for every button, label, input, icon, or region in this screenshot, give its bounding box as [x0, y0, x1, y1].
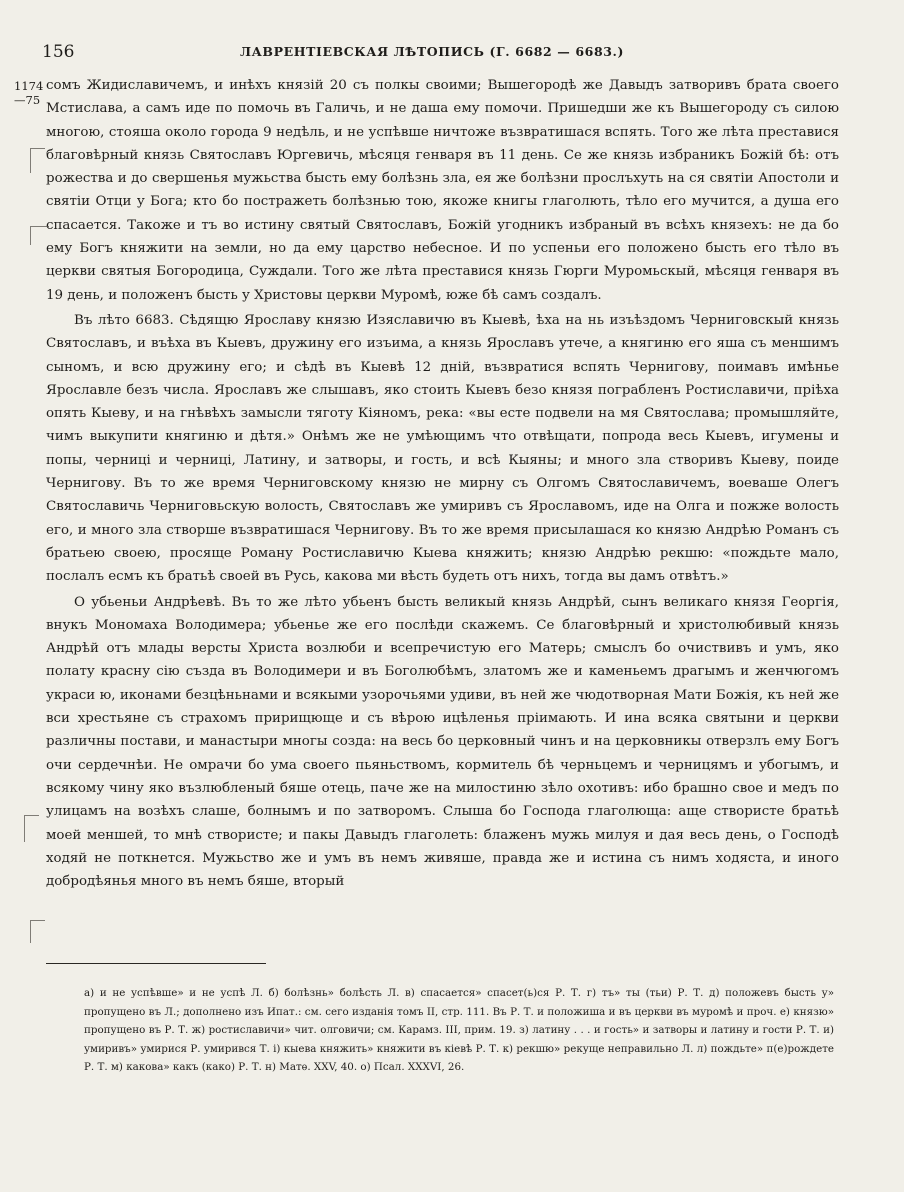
margin-year-label: 1174—75 [14, 79, 44, 107]
paragraph-1: сомъ Жидиславичемъ, и инѣхъ князій 20 съ полкы своими; Вышегородѣ же Давыдъ затворивъ брата своего Мстислава, а самъ иде по помочь въ Галичь, и не даша ему помочи. Пришедши же къ Вышегороду съ силою многою, стояша около города 9 недѣль, и не успѣвше ничтоже възвратишася вспять. Того же лѣта преставися благовѣрный князь Святославъ Юргевичь, мѣсяця генваря въ 11 день. Се же князь избраникъ Божій бѣ: отъ рожества и до свершенья мужьства бысть ему болѣзнь зла, ея же болѣзни прослъхуть на ся святіи Апостоли и святіи Отци у Бога; кто бо постражеть болѣзнью тою, якоже книгы глаголють, тѣло его мучится, а душа его спасается. Такоже и тъ во истину святый Святославъ, Божій угодникъ избраный въ всѣхъ князехъ: не да бо ему Богъ княжити на земли, но да ему царство небесное. И по успеньи его положено бысть его тѣло въ церкви святыя Богородица, Суждали. Того же лѣта преставися князь Гюрги Муромьскый, мѣсяця генваря въ 19 день, и положенъ бысть у Христовы церкви Муромѣ, юже бѣ самъ создалъ. [46, 78, 839, 303]
margin-pencil-mark [30, 920, 45, 943]
running-title: ЛАВРЕНТІЕВСКАЯ ЛѢТОПИСЬ (Г. 6682 — 6683.) [239, 44, 625, 59]
page-header [42, 42, 822, 66]
chronicle-text [46, 74, 839, 893]
paragraph-3: О убьеньи Андрѣевѣ. Въ то же лѣто убьенъ бысть великый князь Андрѣй, сынъ великаго князя Георгія, внукъ Мономаха Володимера; убьенье же его послѣди скажемъ. Се благовѣрный и христолюбивый князь Андрѣй отъ млады версты Христа возлюби и всепречистую его Матерь; смыслъ бо очиствивъ и умъ, яко полату красну сію създа въ Володимери и въ Боголюбѣмъ, златомъ же и каменьемъ драгымъ и женчюгомъ украси ю, иконами безцѣньнами и всякыми узорочьями удиви, въ ней же чюдотворная Мати Божія, къ ней же вси хрестьяне съ страхомъ пририщюще и съ вѣрою ицѣленья пріимають. И ина всяка святыни и церкви различны постави, и манастыри многы созда: на весь бо церковный чинъ и на церковникы отверзлъ ему Богъ очи сердечнѣи. Не омрачи бо ума своего пьяньствомъ, кормитель бѣ черньцемъ и черницямъ и убогымъ, и всякому чину яко възлюбленый бяше отець, паче же на милостиню зѣло охотивъ: ибо брашно свое и медъ по улицамъ на возѣхъ слаше, болнымъ и по затворомъ. Слыша бо Господа глаголюща: аще створисте братьѣ моей меншей, то мнѣ створисте; и пакы Давыдъ глаголеть: блаженъ мужь милуя и дая весь день, о Господѣ ходяй не поткнется. Мужьство же и умъ въ немъ живяше, правда же и истина съ нимъ ходяста, и иного добродѣянья много въ немъ бяше, вторый [46, 594, 839, 890]
margin-pencil-mark [24, 815, 39, 842]
margin-pencil-mark [30, 148, 45, 173]
margin-pencil-mark [30, 226, 49, 245]
paragraph-2: Въ лѣто 6683. Сѣдящю Ярославу князю Изяславичю въ Кыевѣ, ѣха на нь изъѣздомъ Черниговскый князь Святославъ, и въѣха въ Кыевъ, дружину его изъима, а князь Ярославъ утече, а княгиню его яша съ меншимъ сыномъ, и всю дружину его; и сѣдѣ въ Кыевѣ 12 дній, възвратися вспять Чернигову, поимавъ имѣнье Ярославле безъ числа. Ярославъ же слышавъ, яко стоить Кыевъ безо князя пограбленъ Ростиславичи, пріѣха опять Кыеву, и на гнѣвѣхъ замысли тяготу Кіяномъ, река: «вы есте подвели на мя Святослава; промышляйте, чимъ выкупити княгиню и дѣтя.» Онѣмъ же не умѣющимъ что отвѣщати, попрода весь Кыевъ, игумены и попы, черницi и черницi, Латину, и затворы, и гость, и всѣ Кыяны; и много зла створивъ Кыеву, поиде Чернигову. Въ то же время Черниговскому князю не мирну съ Олгомъ Святославичемъ, воеваше Олегъ Святославичь Черниговьскую волость, Святославъ же умиривъ съ Ярославомъ, иде на Олга и пожже волость его, и много зла створше възвратишася Чернигову. Въ то же время присылашася ко князю Андрѣю Романъ съ братьею своею, просяще Роману Ростиславичю Кыева княжить; князю Андрѣю рекшю: «пождьте мало, послалъ есмъ къ братьѣ своей въ Русь, какова ми вѣсть будеть отъ нихъ, тогда вы дамъ отвѣтъ.» [46, 312, 839, 585]
footnotes: а) и не успѣвше» и не успѣ Л. б) болѣзнь» болѣсть Л. в) спасается» спасет(ь)ся Р. Т. г) тъ» ты (тьи) Р. Т. д) положевъ бысть у» пропущено въ Л.; дополнено изъ Ипат.: см. сего изданія томъ II, стр. 111. Въ Р. Т. и положиша и въ церкви въ муромѣ и проч. е) князю» пропущено въ Р. Т. ж) ростиславичи» чит. олговичи; см. Карамз. III, прим. 19. з) латину . . . и гость» и затворы и латину и гости Р. Т. и) умиривъ» умирися Р. умирився Т. і) кыева княжить» княжити въ кіевѣ Р. Т. к) рекшю» рекуще неправильно Л. л) пождьте» п(е)рождете Р. Т. м) какова» какъ (како) Р. Т. н) Матѳ. XXV, 40. о) Псал. XXXVI, 26. [84, 987, 834, 1074]
page-number: 156 [42, 42, 75, 62]
footnote-separator [46, 963, 266, 964]
